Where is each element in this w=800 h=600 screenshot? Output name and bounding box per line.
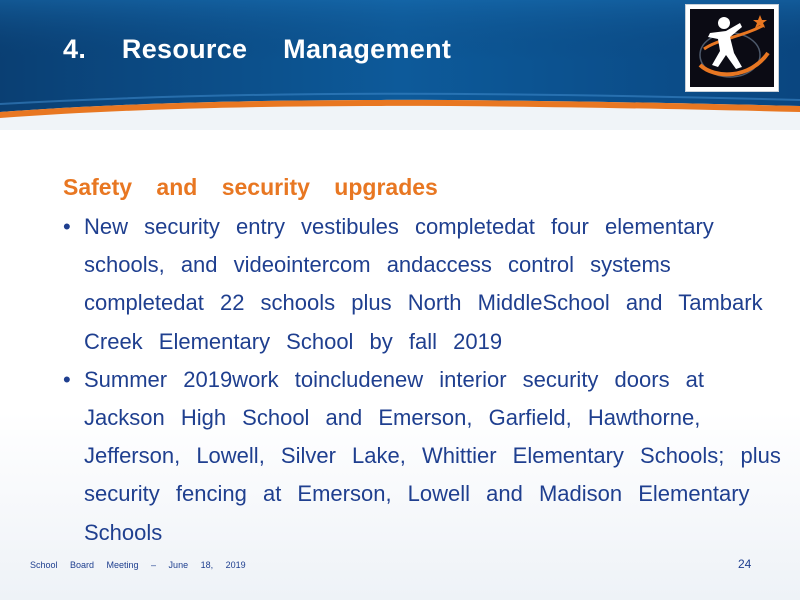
bullet-dot: • [63,366,71,392]
district-logo-icon [690,9,774,87]
section-heading: Safety and security upgrades [63,174,438,200]
header-banner-graphic [0,0,800,130]
bullet-text: Summer 2019work toincludenew interior security doors at Jackson High School and Emerson, Garfield, Hawthorne, Jefferson, Lowell, Silver Lake, Whittier Elementary Schools; plus security fencing at Emerson, Lowell and Madison Elementary Schools [84,366,781,545]
bullet-item [63,361,783,552]
bullet-list [63,208,783,552]
bullet-item [63,208,783,361]
slide-header [0,0,800,130]
page-number: 24 [738,557,752,571]
bullet-text: New security entry vestibules completedat four elementary schools, and videointercom andaccess control systems completedat 22 schools plus North MiddleSchool and Tambark Creek Elementary School by fall 2019 [84,214,763,354]
slide-title: 4. Resource Management [63,34,452,64]
footer-meeting-info: School Board Meeting – June 18, 2019 [30,560,246,570]
district-logo [685,4,779,92]
bullet-dot: • [63,214,71,239]
